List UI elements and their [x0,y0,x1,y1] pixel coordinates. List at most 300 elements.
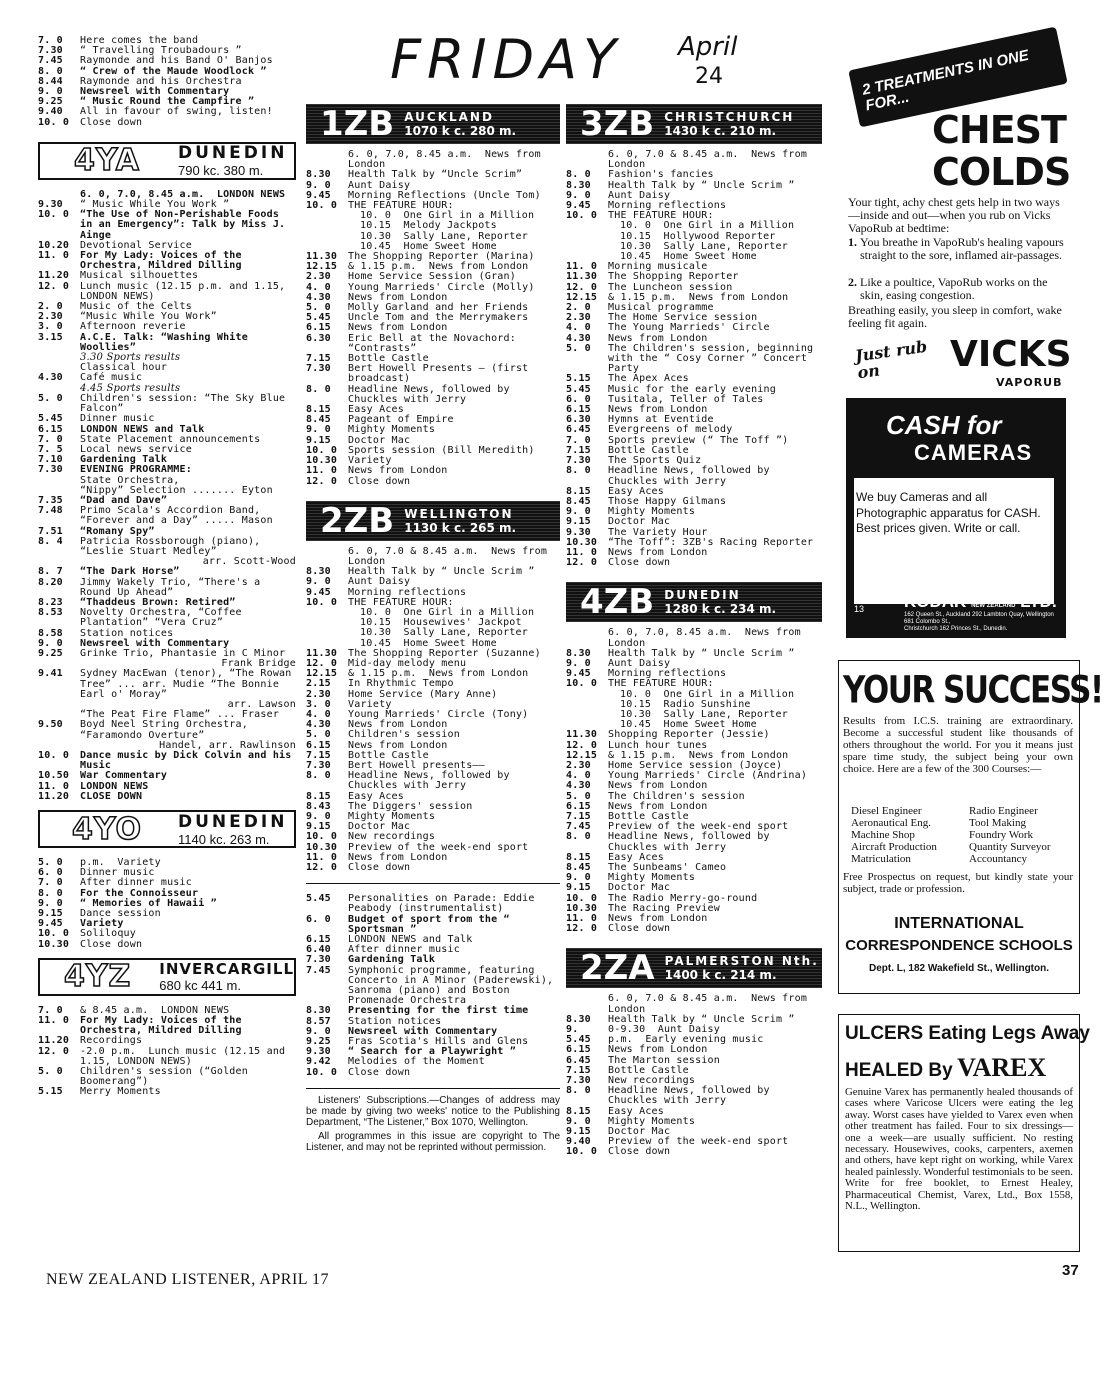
programme-time: 6. 0 [306,913,331,925]
programme-row [566,436,822,446]
programme-title: 10.45 Home Sweet Home [620,719,757,731]
programme-title: Mighty Moments [608,872,696,884]
programme-title: News from London [608,546,708,558]
programme-time [566,232,608,242]
programme-row [566,517,822,527]
programme-time: 8.30 [566,647,591,659]
programme-time: 9.45 [306,586,331,598]
programme-title: The Apex Aces [608,373,689,385]
programme-title: Mighty Moments [608,506,696,518]
programme-time: 11. 0 [566,261,598,273]
station-logo: 4YO [71,811,143,847]
programme-row [38,506,296,526]
programme-time: 12. 0 [566,281,598,293]
course-item: Matriculation [851,853,911,865]
programme-title: Health Talk by “ Uncle Scrim ” [348,566,535,578]
programme-time: 5. 0 [566,342,591,354]
programme-time: 9. 0 [306,1025,331,1037]
station-call: 3ZB [580,104,655,144]
programme-time: 8.45 [566,495,591,507]
programme-title: Doctor Mac [348,434,411,446]
programme-title: LONDON NEWS and Talk [348,934,473,946]
programme-title: Headline News, followed by Chuckles with Jerry [348,770,516,792]
ad-vicks-just-rub: Just rub on [853,336,929,383]
programme-time: 11. 0 [38,1015,70,1027]
programme-title: Evergreens of melody [608,424,733,436]
list-4yz [38,1006,296,1098]
programme-title: & 1.15 p.m. News from London [348,668,529,680]
programme-row [306,364,560,384]
programme-time: 12.15 [306,261,338,273]
programme-title: Dinner music [80,867,155,879]
programme-row [566,344,822,375]
programme-time: 7.15 [566,810,591,822]
programme-time: 12. 0 [566,739,598,751]
programme-time: 10.20 [38,239,70,251]
programme-title: News from London [608,332,708,344]
programme-time: 12. 0 [306,862,338,873]
programme-time [566,994,608,1014]
programme-title: THE FEATURE HOUR: [348,596,454,608]
programme-title: 3.30 Sports results [80,352,181,364]
programme-row [38,282,296,302]
programme-time: 8. 4 [38,535,63,547]
programme-title: War Commentary [80,770,168,782]
programme-title: “ Music While You Work ” [80,199,230,211]
programme-title: The Radio Merry-go-round [608,892,758,904]
ad-kodak-ltd: LTD. [1020,592,1057,611]
course-item: Aeronautical Eng. [851,817,932,829]
ad-vicks-outro: Breathing easily, you sleep in comfort, wake feeling fit again. [848,303,1062,330]
programme-row [306,966,560,1007]
programme-time [38,353,80,363]
programme-time: 9. 0 [306,424,331,436]
programme-time: 4.30 [306,719,331,731]
programme-row [566,628,822,648]
programme-title: Preview of the week-end sport [348,841,529,853]
programme-row [306,915,560,935]
programme-title: & 8.45 a.m. LONDON NEWS [80,1004,230,1016]
programme-title: “Music While You Work” [80,311,217,323]
programme-title: 10. 0 One Girl in a Million [360,210,535,222]
programme-row [566,649,822,659]
programme-row [38,751,296,771]
programme-time: 9.25 [38,96,63,108]
programme-title: Variety [348,455,392,467]
programme-time: 9.25 [38,647,63,659]
programme-row [38,858,296,868]
programme-title: THE FEATURE HOUR: [608,210,714,222]
programme-title: 4.45 Sports results [80,382,181,394]
programme-title: Musical programme [608,302,714,314]
station-call: 2ZB [320,500,395,541]
programme-title: “Thaddeus Brown: Retired” [80,596,236,608]
programme-time: 6.15 [306,739,331,751]
programme-title: Eric Bell at the Novachord: “Contrasts” [348,332,523,354]
month-label: April [678,32,738,62]
programme-row [306,812,560,822]
programme-title: Melodies of the Moment [348,1056,485,1068]
course-item: Foundry Work [969,829,1033,841]
programme-title: Music of the Celts [80,301,192,313]
ad-varex-healed: HEALED By [845,1060,953,1081]
programme-row [38,537,296,557]
programme-time: 12. 0 [566,923,598,935]
station-call: 1ZB [320,104,395,144]
programme-title: Grinke Trio, Phantasie in C Minor [80,647,286,659]
programme-time: 7. 0 [566,434,591,446]
programme-title: New recordings [608,1075,696,1087]
station-logo: 4YZ [63,959,132,995]
programme-title: News from London [608,404,708,416]
programme-time: 7.30 [306,954,331,966]
programme-row [566,1056,822,1066]
programme-title: Young Marrieds' Circle (Molly) [348,281,535,293]
programme-row [306,690,560,700]
programme-time: 6.30 [566,414,591,426]
programme-title: Bottle Castle [348,749,429,761]
programme-title: Aunt Daisy [348,179,411,191]
programme-title: “Dad and Dave” [80,494,168,506]
ad-kodak-headline-2: CAMERAS [914,440,1033,465]
programme-time: 7.51 [38,525,63,537]
programme-time: 9. 0 [566,1115,591,1127]
programme-title: Budget of sport from the “ Sportsman ” [348,913,516,935]
programme-title: 10.45 Home Sweet Home [360,240,497,252]
programme-row [306,385,560,405]
programme-time: 10.30 [306,841,338,853]
programme-time: 11. 0 [566,913,598,925]
programme-time: 2.30 [566,759,591,771]
programme-title: EVENING PROGRAMME: [80,464,192,476]
programme-row [566,832,822,852]
programme-row [306,150,560,170]
programme-title: 6. 0, 7.0 & 8.45 a.m. News from London [348,545,554,567]
programme-title: The Marton session [608,1054,720,1066]
programme-time: 4.30 [566,780,591,792]
programme-row [306,547,560,567]
programme-title: Recordings [80,1035,143,1047]
programme-row [566,1117,822,1127]
programme-time: 9.15 [566,882,591,894]
programme-title: Doctor Mac [348,821,411,833]
list-4yo [38,858,296,950]
programme-time: 5.45 [566,383,591,395]
programme-time: 5.45 [306,893,331,905]
programme-title: Preview of the week-end sport [608,821,789,833]
programme-title: New recordings [348,831,436,843]
programme-time: 12. 0 [306,475,338,487]
programme-time: 8.30 [566,1013,591,1025]
programme-time: 6.45 [566,1054,591,1066]
programme-row [306,1068,560,1078]
programme-title: -2.0 p.m. Lunch music (12.15 and 1.15, LONDON NEWS) [80,1045,292,1067]
column-1 [38,36,296,1098]
programme-title: Close down [348,1066,411,1078]
footer-left: NEW ZEALAND LISTENER, APRIL 17 [46,1271,329,1288]
programme-title: Lunch music (12.15 p.m. and 1.15, LONDON NEWS) [80,280,292,302]
ad-kodak-nz: NEW ZEALAND [971,603,1016,609]
programme-title: Close down [348,475,411,487]
programme-row [566,1147,822,1157]
programme-title: Devotional Service [80,239,192,251]
programme-title: Young Marrieds' Circle (Tony) [348,708,529,720]
programme-row [38,333,296,353]
station-freq: 1400 k c. 214 m. [664,968,777,983]
programme-time: 9.50 [38,719,63,731]
programme-time: 6.15 [306,934,331,946]
programme-time: 9. 0 [38,637,63,649]
programme-title: Fras Scotia's Hills and Glens [348,1036,529,1048]
programme-title: Morning reflections [348,586,467,598]
programme-title: Morning reflections [608,200,727,212]
programme-time: 6.30 [306,332,331,344]
programme-row [306,425,560,435]
programme-title: For My Lady: Voices of the Orchestra, Mildred Dilling [80,1015,248,1037]
programme-time: 10.30 [566,536,598,548]
programme-time: 7.30 [306,363,331,375]
programme-row [38,720,296,740]
ad-vicks-sub: VAPORUB [996,376,1063,389]
station-freq: 1140 kc. 263 m. [178,831,270,847]
programme-time: 2. 0 [566,302,591,314]
programme-title: 10.15 Melody Jackpots [360,220,497,232]
course-item: Aircraft Production [851,841,937,853]
programme-row [38,445,296,455]
programme-title: Easy Aces [608,851,664,863]
programme-time: 5.45 [306,312,331,324]
programme-time: 12. 0 [38,1045,70,1057]
programme-title: Bert Howell Presents — (first broadcast) [348,363,535,385]
programme-time: 3. 0 [38,321,63,333]
programme-row [38,363,296,373]
programme-title: Aunt Daisy [348,576,411,588]
programme-time: 8.15 [306,790,331,802]
programme-title: Close down [80,116,143,128]
programme-row [306,863,560,873]
course-item: Quantity Surveyor [969,841,1051,853]
programme-time: 7.45 [38,55,63,67]
programme-row [38,1047,296,1067]
programme-title: Headline News, followed by Chuckles with Jerry [348,383,516,405]
programme-title: After dinner music [80,877,192,889]
programme-time: 12.15 [566,749,598,761]
programme-title: & 1.15 p.m. News from London [608,291,789,303]
programme-title: Preview of the week-end sport [608,1136,789,1148]
programme-row [306,334,560,354]
programme-title: 10.15 Housewives' Jackpot [360,617,522,629]
programme-time: 5.45 [566,1034,591,1046]
programme-time: 7.45 [566,821,591,833]
station-freq: 680 kc 441 m. [159,978,241,994]
programme-row [38,414,296,424]
programme-title: State Orchestra, [80,474,180,486]
programme-title: “The Use of Non-Perishable Foods in an Emergency”: Talk by Miss J. Ainge [80,209,292,241]
programme-time: 5. 0 [306,302,331,314]
programme-title: Doctor Mac [608,516,671,528]
programme-row [38,608,296,628]
station-freq: 1430 k c. 210 m. [664,124,777,138]
station-3zb [566,104,822,144]
programme-time: 7. 0 [38,35,63,46]
programme-title: Gardening Talk [80,454,168,466]
programme-title: Newsreel with Commentary [80,637,230,649]
programme-time: 8.45 [566,862,591,873]
programme-title: 10. 0 One Girl in a Million [360,606,535,618]
programme-time: 8. 0 [566,1085,591,1097]
programme-time: 5. 0 [566,790,591,802]
programme-time: 7.30 [566,455,591,467]
station-freq: 1070 k c. 280 m. [404,124,517,138]
programme-time: 9. 0 [306,179,331,191]
programme-title: Close down [608,1146,671,1158]
programme-row [566,1137,822,1147]
programme-time: 10. 0 [306,831,338,843]
programme-time: 9.40 [566,1136,591,1148]
programme-time: 6.15 [38,423,63,435]
programme-title: Aunt Daisy [608,657,671,669]
programme-time: 10. 0 [566,210,598,222]
programme-time: 9.15 [306,821,331,833]
programme-title: 6. 0, 7.0 & 8.45 a.m. News from London [608,149,814,171]
programme-time: 11.20 [38,270,70,282]
programme-time: 8.15 [306,404,331,416]
programme-title: Headline News, followed by Chuckles with Jerry [608,1085,776,1107]
programme-title: News from London [348,465,448,477]
ad-varex-body: Genuine Varex has permanently healed thousands of cases where Varicose Ulcers were eating the leg away. Worst cases have yielded to Varex even when other treatment has failed. Four to six dressings—one a week—are usually sufficient. No resting necessary. Housewives, cooks, carpenters, axemen and others, have kept right on working, while Varex healed painlessly. Wonderful testimonials to be seen. Write for free booklet, to Ernest Healey, Pharmaceutical Chemist, Varex, Ltd., Box 1558, N.L., Wellington. [845,1086,1073,1213]
programme-time: 4. 0 [566,322,591,334]
course-item: Tool Making [969,817,1026,829]
programme-title: “Romany Spy” [80,525,155,537]
programme-title: Musical silhouettes [80,270,199,282]
programme-title: Headline News, followed by Chuckles with Jerry [608,831,776,853]
programme-title: Local news service [80,443,192,455]
programme-time: 2.30 [566,312,591,324]
programme-time: 8. 0 [306,770,331,782]
programme-time: 7.15 [566,444,591,456]
programme-title: Children's session (“Golden Boomerang”) [80,1066,255,1088]
programme-row [566,914,822,924]
list-4zb [566,628,822,934]
programme-title: Uncle Tom and the Merrymakers [348,312,529,324]
programme-time: 8. 0 [306,383,331,395]
programme-title: Jimmy Wakely Trio, “There's a Round Up Ahead” [80,576,267,598]
programme-time: 8. 0 [566,169,591,181]
programme-title: News from London [348,322,448,334]
programme-title: Personalities on Parade: Eddie Peabody (instrumentalist) [348,893,541,915]
programme-title: Raymonde and his Orchestra [80,75,242,87]
programme-row [566,150,822,170]
programme-title: Doctor Mac [608,882,671,894]
programme-time: 2. 0 [38,301,63,313]
programme-title: Lunch hour tunes [608,739,708,751]
programme-title: Health Talk by “ Uncle Scrim ” [608,179,795,191]
programme-row [38,792,296,802]
programme-time: 8. 0 [38,65,63,77]
programme-row [566,802,822,812]
station-2za [566,948,822,988]
programme-time [306,547,348,567]
programme-time [306,232,348,242]
programme-time: 3. 0 [306,698,331,710]
programme-title: “ Memories of Hawaii ” [80,897,217,909]
programme-time: 12. 0 [566,557,598,569]
programme-time: 10. 0 [566,892,598,904]
programme-title: Mighty Moments [608,1115,696,1127]
ad-ics-name-1: INTERNATIONAL [894,915,1024,932]
ad-varex-brand: VAREX [957,1053,1047,1082]
programme-title: Morning reflections [608,668,727,680]
programme-title: The Sports Quiz [608,455,702,467]
station-city: PALMERSTON Nth. [664,954,819,969]
programme-time: 10. 0 [566,678,598,690]
station-city: DUNEDIN [178,811,288,832]
programme-row [38,771,296,781]
programme-time: 5. 0 [38,392,63,404]
programme-time: 8.15 [566,485,591,497]
programme-time: 12. 0 [306,657,338,669]
programme-title: & 1.15 p.m. News from London [348,261,529,273]
programme-title: Bottle Castle [608,1064,689,1076]
programme-title: The Diggers' session [348,800,473,812]
ad-vicks-point-2: 2. Like a poultice, VapoRub works on the skin, easing congestion. [848,276,1066,302]
ad-ics-courses-left [851,805,969,865]
programme-time: 11. 0 [306,465,338,477]
programme-time: 6.40 [306,944,331,956]
programme-row [566,181,822,191]
programme-time: 9.15 [566,516,591,528]
programme-title: The Shopping Reporter [608,271,739,283]
programme-row [566,994,822,1014]
programme-time: 7.30 [38,45,63,57]
station-4ya [38,142,296,180]
programme-title: Those Happy Gilmans [608,495,727,507]
programme-title: 6. 0, 7.0, 8.45 a.m. News from London [348,149,548,171]
programme-time: 8. 7 [38,566,63,578]
programme-title: p.m. Variety [80,857,161,869]
course-item: Accountancy [969,853,1028,865]
programme-time [566,700,608,710]
programme-title: In Rhythmic Tempo [348,678,454,690]
programme-time [566,710,608,720]
programme-title: Close down [608,923,671,935]
station-city: INVERCARGILL [159,960,294,979]
programme-time: 3.15 [38,331,63,343]
programme-title: Café music [80,372,143,384]
programme-time [566,221,608,231]
programme-time [306,608,348,618]
programme-row [566,466,822,486]
programme-row [38,107,296,117]
list-1zb [306,150,560,487]
programme-row [306,567,560,577]
ad-varex-headline-1: ULCERS Eating Legs Away [845,1023,1090,1044]
programme-time: 5.45 [38,413,63,425]
programme-time: 4.30 [38,372,63,384]
programme-time: 4. 0 [306,708,331,720]
programme-title: LONDON NEWS and Talk [80,423,205,435]
programme-title: Raymonde and his Band O' Banjos [80,55,273,67]
ad-vicks-intro: Your tight, achy chest gets help in two ways—inside and out—when you rub on Vicks VapoRub at bedtime: [848,195,1060,235]
programme-time [566,242,608,252]
programme-title: All in favour of swing, listen! [80,106,273,118]
programme-title: 10. 0 One Girl in a Million [620,688,795,700]
programme-title: Mighty Moments [348,424,436,436]
programme-title: 6. 0, 7.0 & 8.45 a.m. News from London [608,993,814,1015]
programme-time: 8.30 [306,566,331,578]
programme-time: 2.30 [306,271,331,283]
ad-vicks-headline-1: CHEST [932,108,1066,152]
